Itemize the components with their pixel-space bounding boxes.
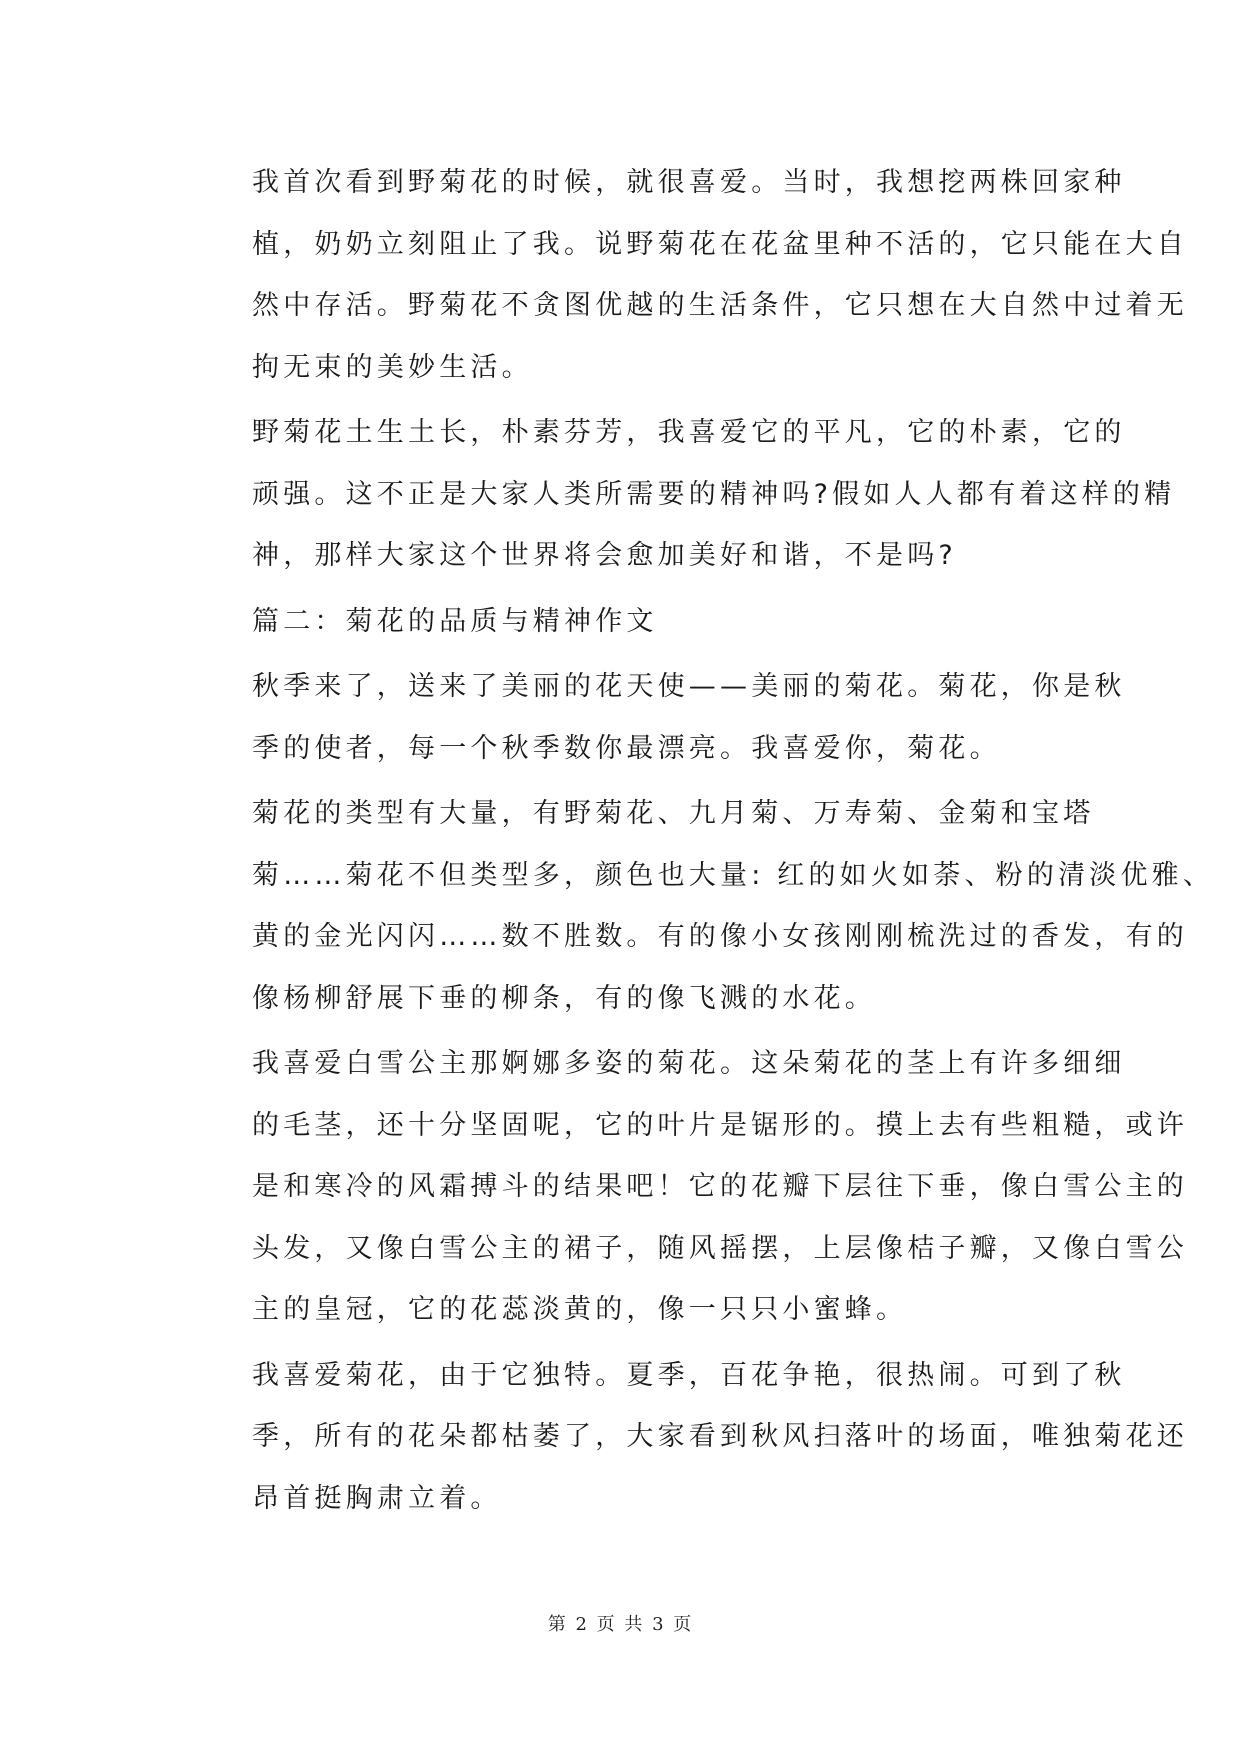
- text-line: 菊花的类型有大量，有野菊花、九月菊、万寿菊、金菊和宝塔: [252, 798, 1095, 829]
- paragraph: [192, 783, 1215, 1029]
- text-line: 头发，又像白雪公主的裙子，随风摇摆，上层像桔子瓣，又像白雪公: [252, 1232, 1188, 1264]
- text-line: 季，所有的花朵都枯萎了，大家看到秋风扫落叶的场面，唯独菊花还: [252, 1421, 1188, 1452]
- text-line: 昂首挺胸肃立着。: [252, 1482, 502, 1514]
- text-line: 像杨柳舒展下垂的柳条，有的像飞溅的水花。: [252, 982, 876, 1014]
- paragraph: [192, 402, 1176, 587]
- paragraph: [192, 152, 1188, 398]
- document-body: [192, 152, 1215, 1533]
- text-line: 是和寒冷的风霜搏斗的结果吧！它的花瓣下层往下垂，像白雪公主的: [252, 1171, 1188, 1202]
- text-line: 篇二：菊花的品质与精神作文: [252, 605, 658, 637]
- text-line: 我喜爱菊花，由于它独特。夏季，百花争艳，很热闹。可到了秋: [252, 1359, 1126, 1391]
- paragraph: [192, 1033, 1188, 1341]
- text-line: 我喜爱白雪公主那婀娜多姿的菊花。这朵菊花的茎上有许多细细: [252, 1048, 1126, 1079]
- paragraph: [192, 656, 1126, 779]
- text-line: 季的使者，每一个秋季数你最漂亮。我喜爱你，菊花。: [252, 732, 1001, 764]
- text-line: 的毛茎，还十分坚固呢，它的叶片是锯形的。摸上去有些粗糙，或许: [252, 1109, 1188, 1141]
- text-line: 秋季来了，送来了美丽的花天使——美丽的菊花。菊花，你是秋: [252, 671, 1126, 702]
- text-line: 拘无束的美妙生活。: [252, 351, 533, 383]
- paragraph: [192, 1345, 1188, 1530]
- text-line: 主的皇冠，它的花蕊淡黄的，像一只只小蜜蜂。: [252, 1294, 908, 1325]
- text-line: 神，那样大家这个世界将会愈加美好和谐，不是吗?: [252, 540, 957, 571]
- text-line: 黄的金光闪闪……数不胜数。有的像小女孩刚刚梳洗过的香发，有的: [252, 921, 1188, 952]
- text-line: 我首次看到野菊花的时候，就很喜爱。当时，我想挖两株回家种: [252, 167, 1126, 198]
- text-line: 菊……菊花不但类型多，颜色也大量: 红的如火如荼、粉的清淡优雅、: [252, 859, 1215, 891]
- text-line: 顽强。这不正是大家人类所需要的精神吗?假如人人都有着这样的精: [252, 478, 1176, 510]
- text-line: 然中存活。野菊花不贪图优越的生活条件，它只想在大自然中过着无: [252, 290, 1188, 321]
- paragraph: [192, 591, 1052, 653]
- text-line: 野菊花土生土长，朴素芬芳，我喜爱它的平凡，它的朴素，它的: [252, 417, 1126, 448]
- text-line: 植，奶奶立刻阻止了我。说野菊花在花盆里种不活的，它只能在大自: [252, 228, 1188, 260]
- page-footer: 第 2 页 共 3 页: [547, 1614, 694, 1635]
